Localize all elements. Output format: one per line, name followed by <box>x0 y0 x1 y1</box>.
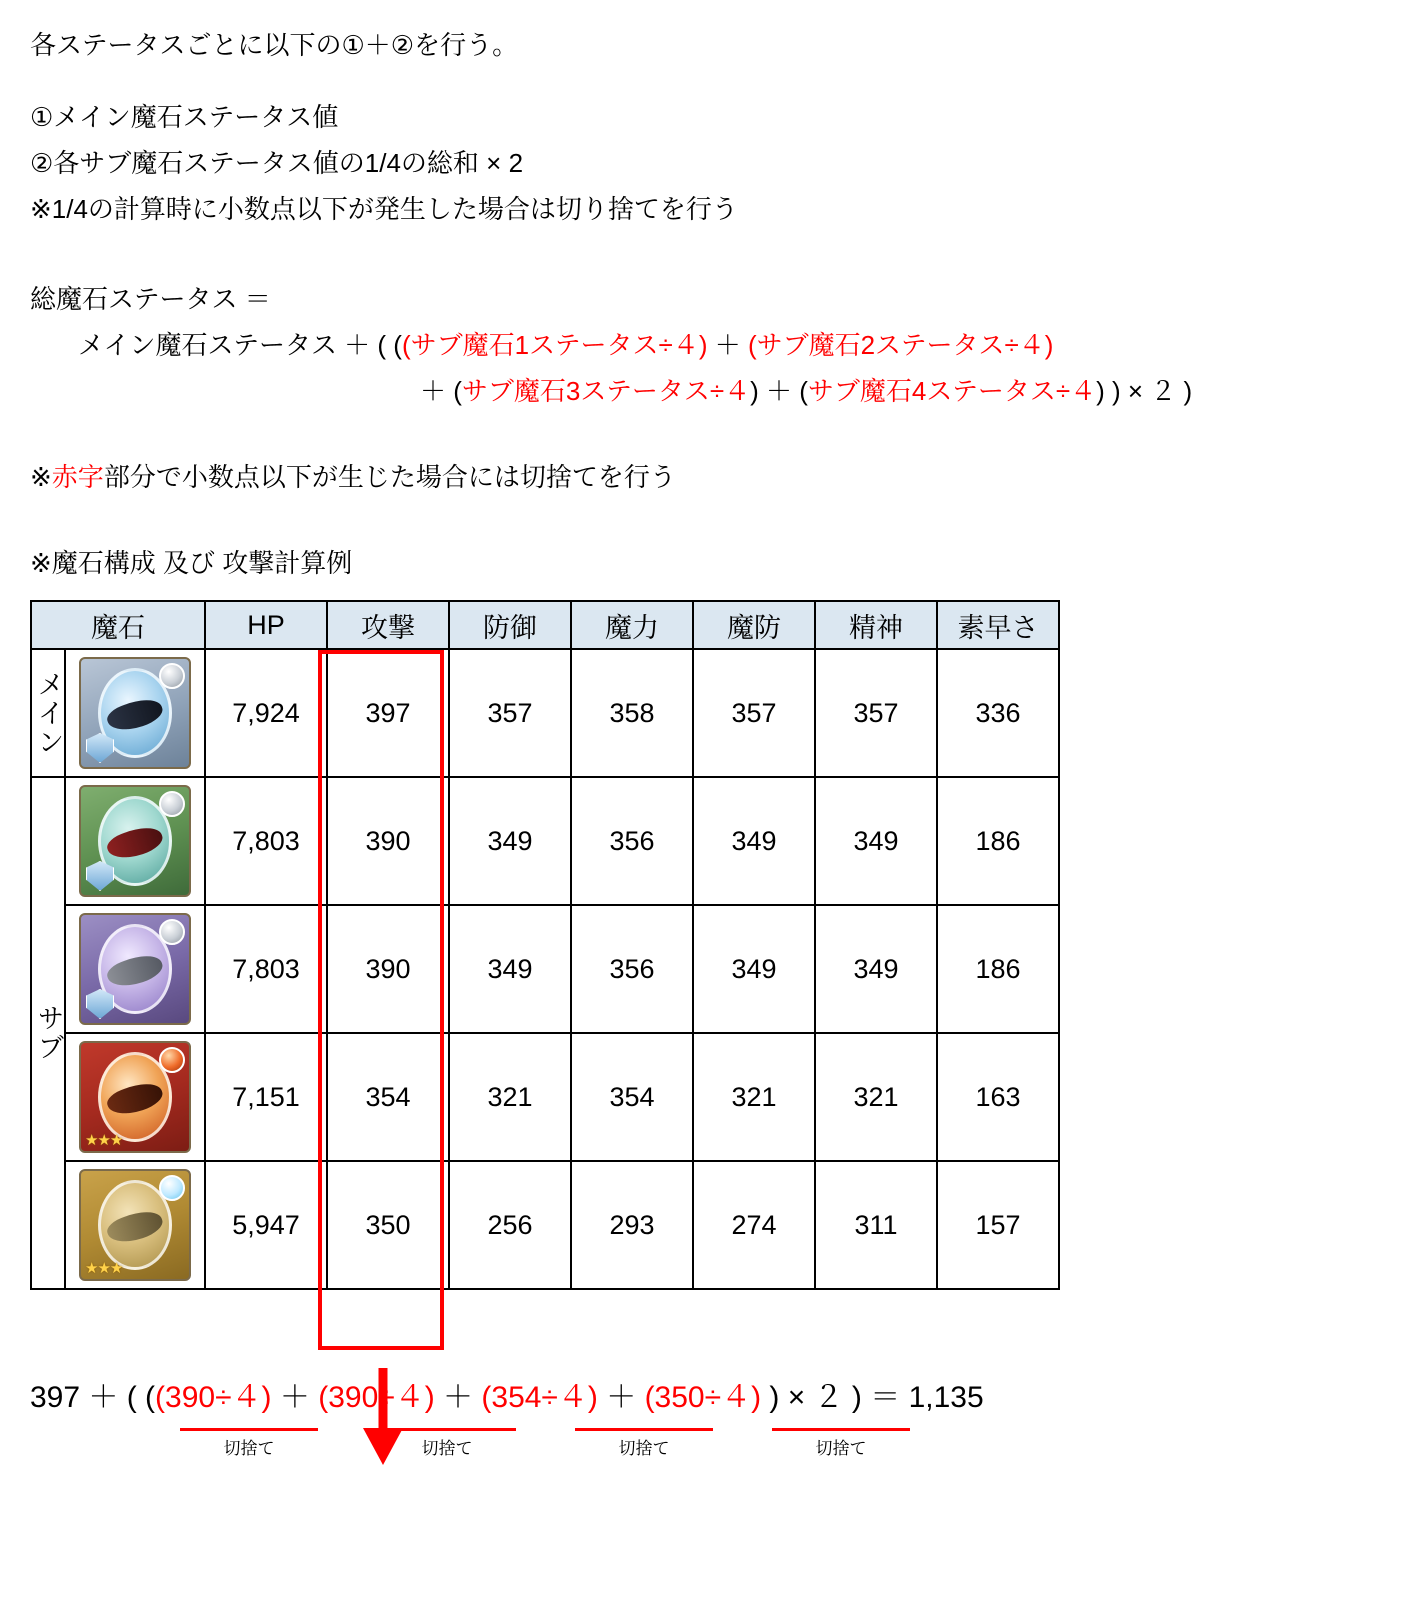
formula-l3-b: ) ＋ ( <box>750 376 808 406</box>
truncate-label: 切捨て <box>815 1439 867 1458</box>
cell-speed: 157 <box>937 1161 1059 1289</box>
cell-defense: 349 <box>449 905 571 1033</box>
gem-stars-icon: ★★★ <box>85 1260 123 1277</box>
formula-sub4: サブ魔石4ステータス÷４ <box>807 376 1097 406</box>
gem-icon-main <box>79 657 191 769</box>
role-main-label: メイン <box>31 649 65 777</box>
note-post: 部分で小数点以下が生じた場合には切捨てを行う <box>103 462 676 492</box>
cell-defense: 256 <box>449 1161 571 1289</box>
cell-hp: 7,803 <box>205 905 327 1033</box>
truncate-label: 切捨て <box>223 1439 275 1458</box>
cell-magic: 354 <box>571 1033 693 1161</box>
gem-rarity-badge-icon <box>159 663 185 689</box>
header-speed: 素早さ <box>937 601 1059 649</box>
result-formula <box>30 1372 1390 1416</box>
cell-magic: 356 <box>571 905 693 1033</box>
role-sub-label: サブ <box>31 777 65 1289</box>
table-row <box>31 1033 1059 1161</box>
formula-l3-c: ) ) × ２ ) <box>1096 376 1193 406</box>
spacer <box>30 232 1390 272</box>
result-plus-2: ＋ <box>434 1381 482 1414</box>
gem-rarity-badge-icon <box>159 1047 185 1073</box>
cell-attack: 390 <box>327 777 449 905</box>
gem-stars-icon: ★★★ <box>85 1132 123 1149</box>
cell-attack: 397 <box>327 649 449 777</box>
cell-attack: 350 <box>327 1161 449 1289</box>
spacer <box>30 500 1390 540</box>
formula-title: 総魔石ステータス ＝ <box>30 284 271 314</box>
table-header-row <box>31 601 1059 649</box>
intro-line-1: 各ステータスごとに以下の①＋②を行う。 <box>30 30 519 60</box>
header-magic: 魔力 <box>571 601 693 649</box>
truncate-note-2 <box>378 1428 516 1459</box>
note-red: 赤字 <box>51 462 104 492</box>
result-term-1: (390÷４) <box>155 1381 272 1414</box>
cell-magic: 358 <box>571 649 693 777</box>
result-base: 397 ＋ ( ( <box>30 1381 156 1414</box>
header-spirit: 精神 <box>815 601 937 649</box>
truncate-bar <box>378 1428 516 1431</box>
cell-magic-defense: 321 <box>693 1033 815 1161</box>
cell-spirit: 349 <box>815 777 937 905</box>
cell-hp: 7,924 <box>205 649 327 777</box>
intro-line-3: ②各サブ魔石ステータス値の1/4の総和 × 2 <box>30 148 524 178</box>
gem-icon-cell <box>65 777 205 905</box>
cell-spirit: 311 <box>815 1161 937 1289</box>
formula-line-2 <box>30 322 1390 368</box>
result-plus-3: ＋ <box>597 1381 645 1414</box>
truncate-note-3 <box>575 1428 713 1459</box>
truncate-bar <box>772 1428 910 1431</box>
truncate-label: 切捨て <box>618 1439 670 1458</box>
note-prefix: ※ <box>30 462 52 492</box>
table-row <box>31 905 1059 1033</box>
cell-speed: 186 <box>937 777 1059 905</box>
cell-speed: 336 <box>937 649 1059 777</box>
header-hp: HP <box>205 601 327 649</box>
formula-sub1: (サブ魔石1ステータス÷４) <box>401 330 708 360</box>
gem-icon-sub-2 <box>79 913 191 1025</box>
header-attack: 攻撃 <box>327 601 449 649</box>
cell-magic-defense: 274 <box>693 1161 815 1289</box>
cell-magic-defense: 349 <box>693 905 815 1033</box>
table-row <box>31 649 1059 777</box>
gem-icon-sub-3 <box>79 1041 191 1153</box>
truncate-note-1 <box>180 1428 318 1459</box>
cell-defense: 321 <box>449 1033 571 1161</box>
cell-speed: 186 <box>937 905 1059 1033</box>
gem-icon-sub-1 <box>79 785 191 897</box>
cell-defense: 349 <box>449 777 571 905</box>
truncate-note-4 <box>772 1428 910 1459</box>
header-defense: 防御 <box>449 601 571 649</box>
result-tail: ) × ２ ) ＝ 1,135 <box>761 1381 984 1414</box>
cell-hp: 7,151 <box>205 1033 327 1161</box>
gem-icon-cell <box>65 905 205 1033</box>
table-row <box>31 777 1059 905</box>
formula-l2-a: メイン魔石ステータス ＋ ( ( <box>78 330 402 360</box>
gem-rarity-badge-icon <box>159 1175 185 1201</box>
cell-defense: 357 <box>449 649 571 777</box>
result-plus-1: ＋ <box>271 1381 319 1414</box>
formula-note <box>30 454 1390 500</box>
formula-line-3 <box>30 368 1390 414</box>
cell-magic: 356 <box>571 777 693 905</box>
truncate-annotations <box>30 1416 1390 1456</box>
header-magic-defense: 魔防 <box>693 601 815 649</box>
formula-l2-plus: ＋ <box>707 330 748 360</box>
cell-spirit: 321 <box>815 1033 937 1161</box>
formula-block <box>30 276 1390 414</box>
cell-magic-defense: 357 <box>693 649 815 777</box>
result-term-4: (350÷４) <box>644 1381 762 1414</box>
table-row <box>31 1161 1059 1289</box>
cell-hp: 5,947 <box>205 1161 327 1289</box>
cell-hp: 7,803 <box>205 777 327 905</box>
cell-magic-defense: 349 <box>693 777 815 905</box>
truncate-bar <box>575 1428 713 1431</box>
truncate-label: 切捨て <box>421 1439 473 1458</box>
header-gem: 魔石 <box>31 601 205 649</box>
cell-speed: 163 <box>937 1033 1059 1161</box>
intro-line-2: ①メイン魔石ステータス値 <box>30 102 339 132</box>
formula-l3-a: ＋ ( <box>420 376 462 406</box>
cell-magic: 293 <box>571 1161 693 1289</box>
spacer <box>30 414 1390 454</box>
intro-line-4: ※1/4の計算時に小数点以下が発生した場合は切り捨てを行う <box>30 194 738 224</box>
result-term-3: (354÷４) <box>481 1381 598 1414</box>
gem-stats-table <box>30 600 1060 1290</box>
cell-spirit: 357 <box>815 649 937 777</box>
result-term-2: (390÷４) <box>318 1381 435 1414</box>
formula-sub2: (サブ魔石2ステータス÷４) <box>747 330 1054 360</box>
truncate-bar <box>180 1428 318 1431</box>
gem-icon-cell <box>65 649 205 777</box>
gem-icon-cell <box>65 1033 205 1161</box>
gem-rarity-badge-icon <box>159 791 185 817</box>
formula-sub3: サブ魔石3ステータス÷４ <box>461 376 751 406</box>
gem-icon-cell <box>65 1161 205 1289</box>
gem-icon-sub-4 <box>79 1169 191 1281</box>
spacer <box>30 68 1390 94</box>
gem-rarity-badge-icon <box>159 919 185 945</box>
cell-attack: 390 <box>327 905 449 1033</box>
cell-spirit: 349 <box>815 905 937 1033</box>
table-caption: ※魔石構成 及び 攻撃計算例 <box>30 548 353 578</box>
cell-attack: 354 <box>327 1033 449 1161</box>
